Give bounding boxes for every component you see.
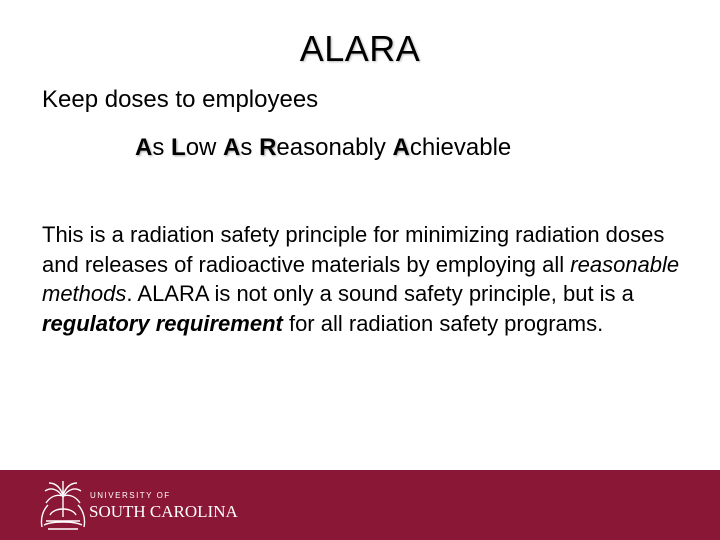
logo-university-of: UNIVERSITY OF xyxy=(90,491,171,500)
acronym-line xyxy=(135,134,511,162)
acronym-word-achievable: Achievable xyxy=(392,134,512,161)
acronym-word-as-2: As xyxy=(223,134,260,161)
body-paragraph: This is a radiation safety principle for minimizing radiation doses and releases of radioactive materials by employing all reasonable methods. ALARA is not only a sound safety principle, but is a regulatory requirement for all radiation safety programs. xyxy=(42,222,680,336)
footer-bar xyxy=(0,470,720,540)
acronym-word-low: Low xyxy=(171,134,224,161)
acronym-word-as: As xyxy=(135,134,172,161)
acronym-word-reasonably: Reasonably xyxy=(259,134,393,161)
emphasis-reasonable-methods: reasonable methods xyxy=(42,251,680,306)
subtitle: Keep doses to employees xyxy=(42,86,319,113)
logo-south-carolina: SOUTH CAROLINA xyxy=(89,502,238,521)
emphasis-regulatory-requirement: regulatory requirement xyxy=(42,310,283,336)
slide-title: ALARA xyxy=(299,28,421,69)
palmetto-seal-icon xyxy=(40,477,86,533)
